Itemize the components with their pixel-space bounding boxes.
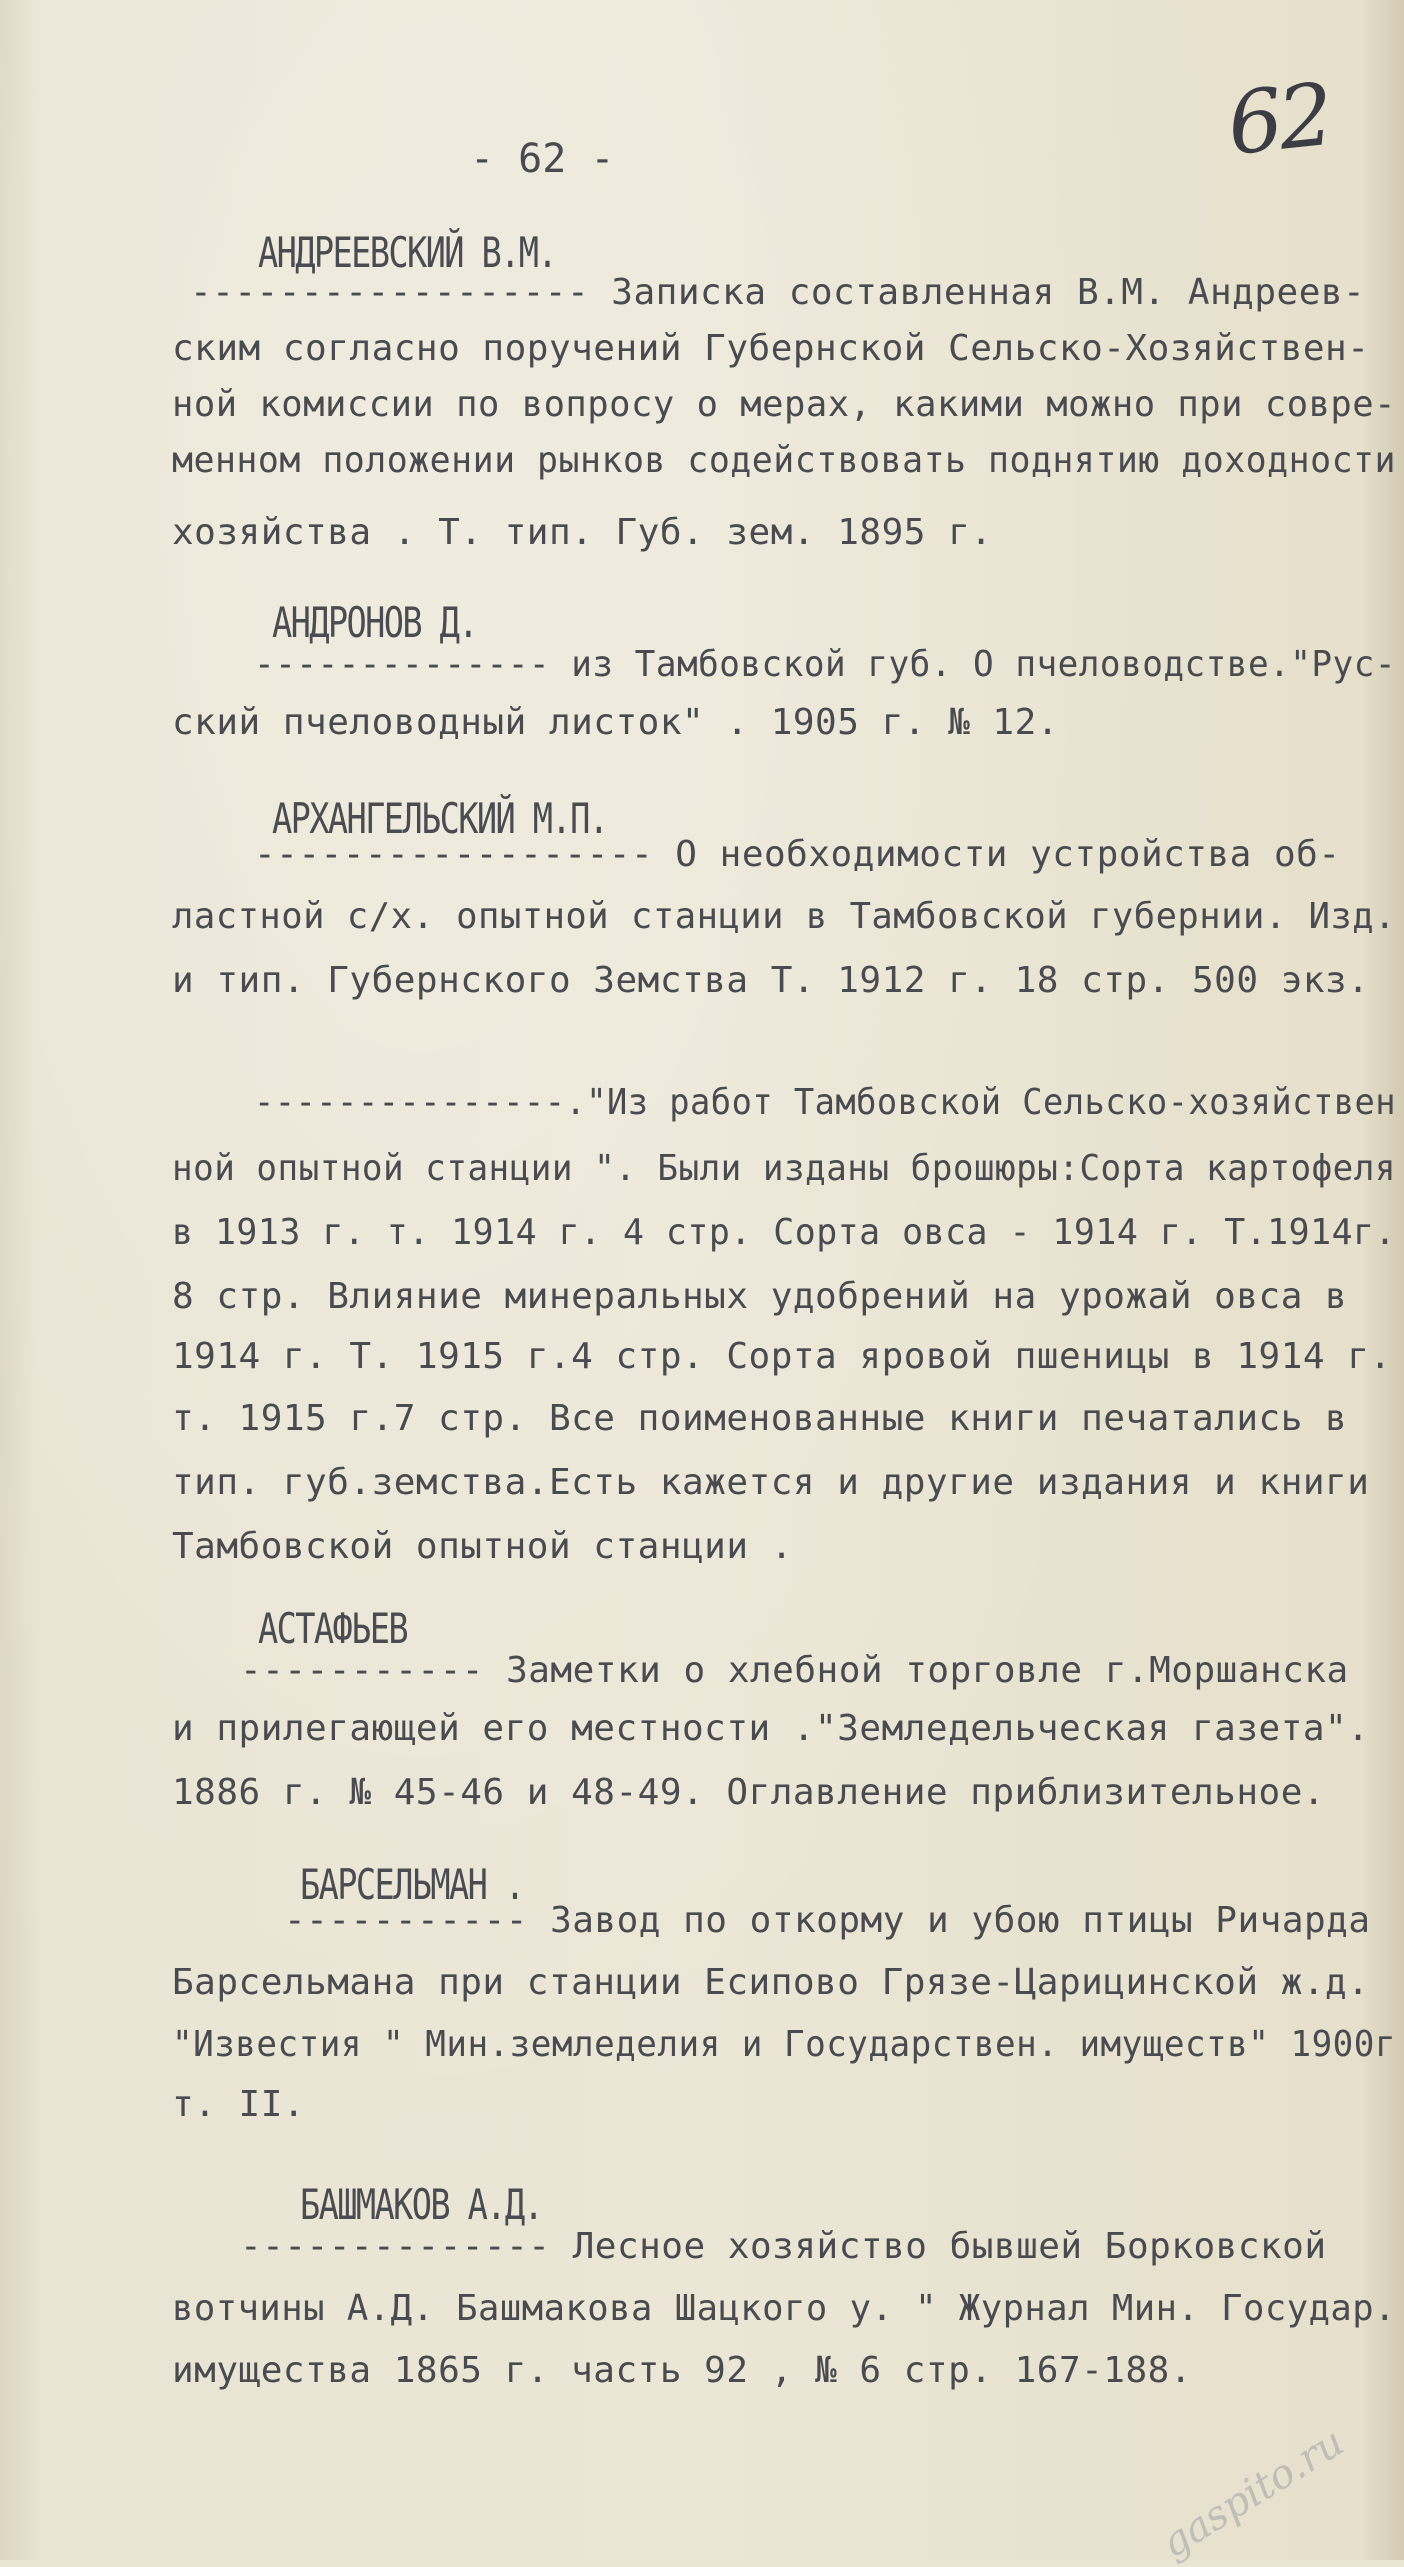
entry-line: ной опытной станции ". Были изданы брошюры:Сорта картофеля	[172, 1148, 1396, 1189]
folio-number: 62	[1223, 64, 1335, 176]
entry-line: ---------------."Из работ Тамбовской Сельско-хозяйствен	[254, 1082, 1396, 1123]
entry-line: ной комиссии по вопросу о мерах, какими можно при совре-	[172, 384, 1396, 425]
entry-line: ----------- Завод по откорму и убою птицы Ричарда	[284, 1900, 1371, 1941]
entry-line: ------------------ О необходимости устройства об-	[254, 834, 1341, 875]
entry-author: БАРСЕЛЬМАН .	[300, 1860, 524, 1909]
entry-line: 1914 г. Т. 1915 г.4 стр. Сорта яровой пшеницы в 1914 г.	[172, 1336, 1392, 1377]
page-number: - 62 -	[470, 136, 615, 182]
entry-line: "Известия " Мин.земледелия и Государствен. имуществ" 1900г	[172, 2024, 1396, 2065]
entry-line: ластной с/х. опытной станции в Тамбовской губернии. Изд.	[172, 896, 1396, 937]
entry-author: БАШМАКОВ А.Д.	[300, 2180, 543, 2229]
entry-line: в 1913 г. т. 1914 г. 4 стр. Сорта овса - 1914 г. Т.1914г.	[172, 1212, 1396, 1253]
entry-line: Барсельмана при станции Есипово Грязе-Царицинской ж.д.	[172, 1962, 1370, 2003]
entry-line: ----------- Заметки о хлебной торговле г.Моршанска	[240, 1650, 1349, 1691]
entry-line: имущества 1865 г. часть 92 , № 6 стр. 167-188.	[172, 2350, 1192, 2391]
entry-line: вотчины А.Д. Башмакова Шацкого у. " Журнал Мин. Государ.	[172, 2288, 1396, 2329]
entry-line: т. II.	[172, 2084, 306, 2125]
entry-line: 8 стр. Влияние минеральных удобрений на урожай овса в	[172, 1276, 1348, 1317]
entry-line: тип. губ.земства.Есть кажется и другие издания и книги	[172, 1462, 1370, 1503]
entry-line: -------------- из Тамбовской губ. О пчеловодстве."Рус-	[254, 644, 1396, 685]
entry-line: Тамбовской опытной станции .	[172, 1526, 793, 1567]
entry-line: менном положении рынков содействовать поднятию доходности	[172, 440, 1396, 481]
entry-author: АСТАФЬЕВ	[258, 1604, 408, 1653]
entry-line: ------------------ Записка составленная В.М. Андреев-	[190, 272, 1366, 313]
entry-line: -------------- Лесное хозяйство бывшей Борковской	[240, 2226, 1327, 2267]
entry-line: 1886 г. № 45-46 и 48-49. Оглавление приблизительное.	[172, 1772, 1326, 1813]
entry-line: ский пчеловодный листок" . 1905 г. № 12.	[172, 702, 1059, 743]
entry-line: ским согласно поручений Губернской Сельско-Хозяйствен-	[172, 328, 1370, 369]
entry-author: АНДРОНОВ Д.	[272, 598, 477, 647]
watermark-stamp: gaspito.ru	[1153, 2419, 1353, 2567]
entry-line: и прилегающей его местности ."Земледельческая газета".	[172, 1708, 1370, 1749]
entry-author: АРХАНГЕЛЬСКИЙ М.П.	[272, 794, 608, 843]
entry-line: т. 1915 г.7 стр. Все поименованные книги печатались в	[172, 1398, 1348, 1439]
entry-author: АНДРЕЕВСКИЙ В.М.	[258, 228, 557, 277]
entry-line: хозяйства . Т. тип. Губ. зем. 1895 г.	[172, 512, 993, 553]
entry-line: и тип. Губернского Земства Т. 1912 г. 18 стр. 500 экз.	[172, 960, 1370, 1001]
